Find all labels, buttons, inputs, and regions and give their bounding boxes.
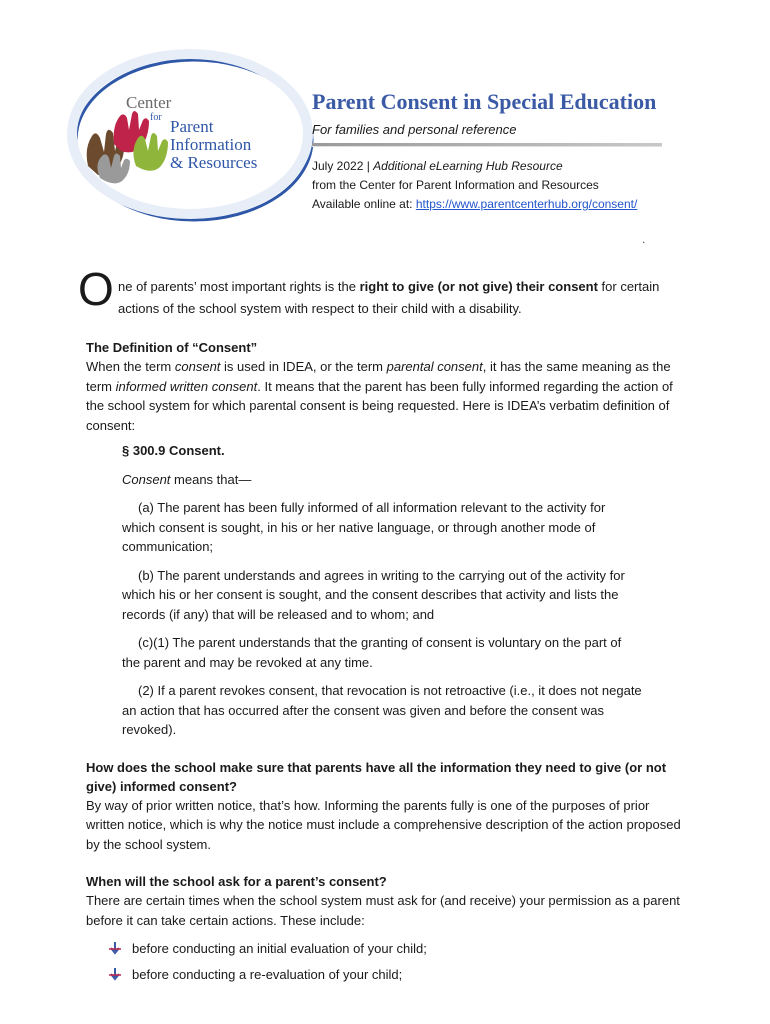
section-title: § 300.9 Consent.: [122, 443, 225, 458]
when-body: There are certain times when the school system must ask for (and receive) your permission as a parent before it can take certain actions. These include:: [86, 893, 680, 928]
date-line: July 2022 | Additional eLearning Hub Resource: [312, 159, 563, 173]
intro-paragraph: O ne of parents’ most important rights is the right to give (or not give) their consent for certain actions of the school system with respect to their child with a disability.: [78, 263, 660, 316]
consent-url-link[interactable]: https://www.parentcenterhub.org/consent/: [415, 197, 638, 211]
when-heading: When will the school ask for a parent’s consent?: [86, 874, 387, 889]
dropcap: O: [78, 263, 114, 315]
definition-section: [86, 338, 686, 740]
item-c1: (c)(1) The parent understands that the granting of consent is voluntary on the part of the parent and may be revoked at any time.: [122, 635, 622, 670]
meta-block: [312, 157, 692, 214]
logo-line-center: Center: [126, 93, 172, 112]
page-title: Parent Consent in Special Education: [312, 89, 657, 114]
logo-line-parent: Parent: [170, 117, 214, 136]
list-item: before conducting a re-evaluation of your child;: [108, 962, 686, 988]
logo-line-resources: & Resources: [170, 153, 258, 172]
item-b: (b) The parent understands and agrees in writing to the carrying out of the activity for which his or her consent is sought, and the consent describes that activity and lists the records (if any) that will be released and to whom; and: [122, 567, 625, 622]
definition-heading: The Definition of “Consent”: [86, 340, 258, 355]
arrow-bullet-icon: [108, 967, 122, 981]
item-c2: (2) If a parent revokes consent, that revocation is not retroactive (i.e., it does not negate an action that has occurred after the consent was given and before the consent was revoked).: [122, 683, 642, 737]
consent-means: Consent means that—: [122, 471, 252, 487]
logo-line-for: for: [150, 112, 162, 123]
informed-body: By way of prior written notice, that’s how. Informing the parents fully is one of the purposes of prior written notice, which is why the notice must include a comprehensive description of the action proposed by the school system.: [86, 797, 681, 852]
item-a: (a) The parent has been fully informed of all information relevant to the activity for which consent is sought, in his or her native language, or through another mode of communication;: [122, 500, 606, 554]
arrow-bullet-icon: [108, 941, 122, 955]
available-line: Available online at: https://www.parentcenterhub.org/consent/: [312, 197, 638, 211]
informed-section: [86, 758, 686, 855]
document-header: [312, 88, 692, 214]
definition-paragraph: When the term consent is used in IDEA, or the term parental consent, it has the same meaning as the term informed written consent. It means that the parent has been fully informed regarding the action of the school system for which parental consent is being requested. Here is IDEA’s verbatim definition of consent:: [86, 359, 673, 433]
main-content: [78, 263, 686, 988]
list-item: before conducting an initial evaluation of your child;: [108, 936, 686, 962]
header-divider: [312, 143, 662, 147]
stray-dot: .: [642, 232, 646, 246]
when-list: [86, 936, 686, 988]
from-line: from the Center for Parent Information and Resources: [312, 178, 599, 192]
when-section: [86, 872, 686, 988]
idea-quote: [86, 441, 642, 740]
subtitle: For families and personal reference: [312, 122, 517, 137]
informed-heading: How does the school make sure that parents have all the information they need to give (or not give) informed consent?: [86, 759, 667, 794]
cpir-logo: [66, 48, 318, 230]
logo-line-information: Information: [170, 135, 252, 154]
